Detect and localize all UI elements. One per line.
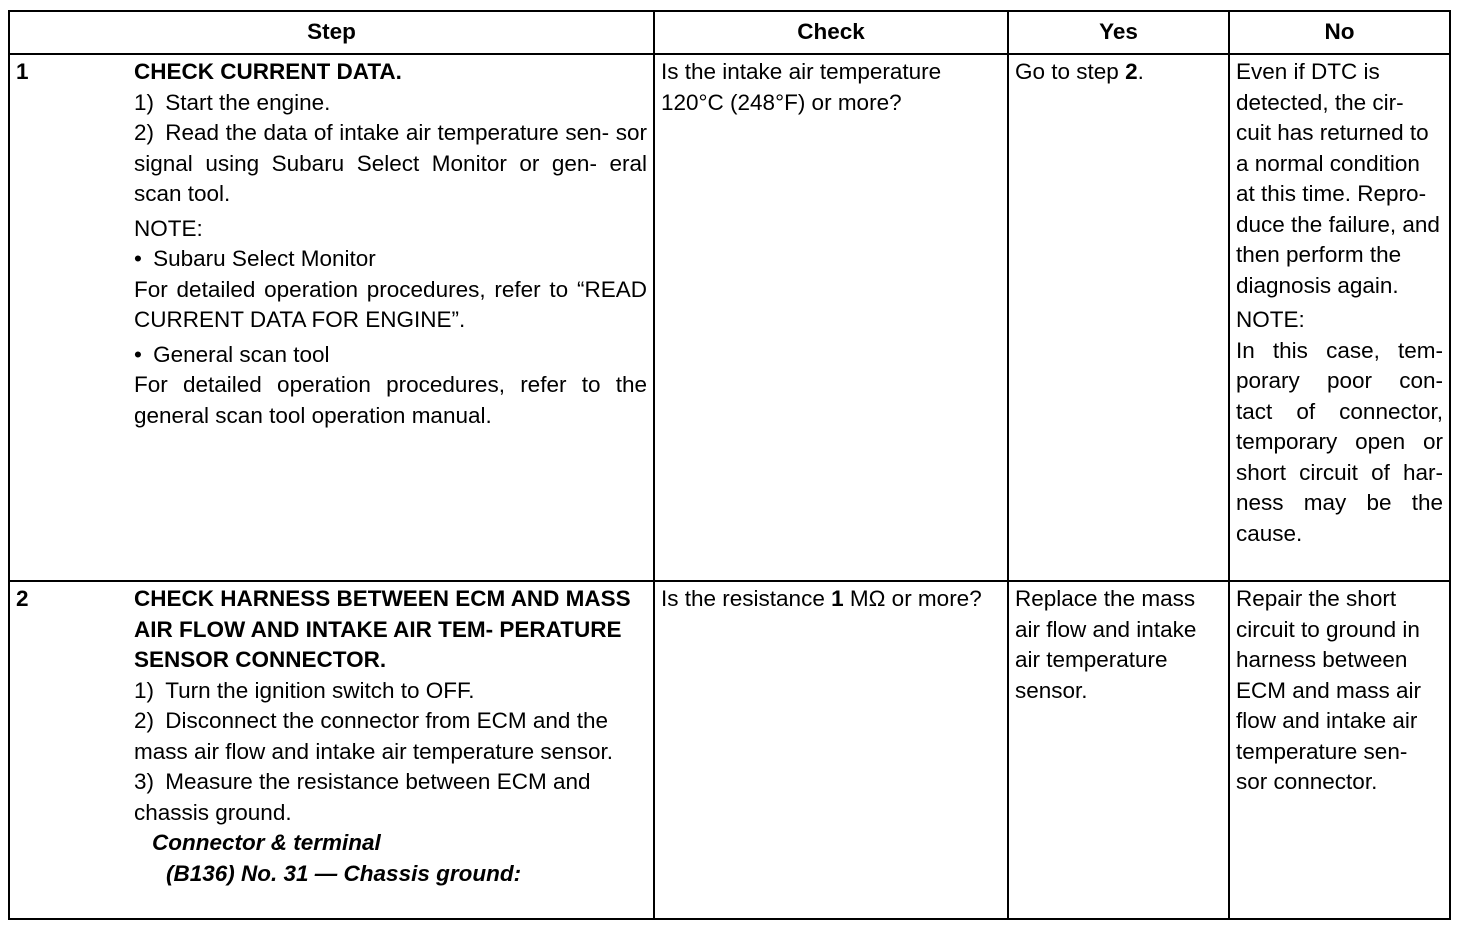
step-instruction: 1) Start the engine.	[134, 89, 331, 115]
step-instruction: 1) Turn the ignition switch to OFF.	[134, 677, 475, 703]
note-bullet: • Subaru Select Monitor	[134, 246, 376, 271]
no-text: Even if DTC is detected, the cir- cuit has returned to a normal condition at this time. Repro- duce the failure, and then perform the diagnosis again.	[1236, 59, 1440, 298]
note-bullet: • General scan tool	[134, 341, 330, 367]
header-no: No	[1229, 11, 1450, 54]
check-cell	[654, 581, 1008, 919]
step-instruction: 2) Read the data of intake air temperature sen- sor signal using Subaru Select Monitor or gen- eral scan tool.	[134, 120, 647, 206]
no-cell	[1229, 54, 1450, 581]
yes-text: Go to step 2.	[1015, 59, 1144, 84]
no-text: Repair the short circuit to ground in harness between ECM and mass air flow and intake air temperature sen- sor connector.	[1236, 586, 1422, 794]
note-text: For detailed operation procedures, refer to the general scan tool operation manual.	[134, 372, 647, 428]
check-text: Is the intake air temperature 120°C (248°F) or more?	[661, 59, 942, 115]
check-cell	[654, 54, 1008, 581]
no-note-text: In this case, tem- porary poor con- tact of connector, temporary open or short circuit of har- ness may be the cause.	[1236, 337, 1443, 546]
yes-cell	[1008, 54, 1229, 581]
step-title: CHECK CURRENT DATA.	[134, 59, 402, 84]
diagnostic-table	[8, 10, 1451, 920]
connector-value: (B136) No. 31 — Chassis ground:	[166, 860, 522, 886]
step-number: 2	[16, 586, 29, 611]
table-row	[9, 581, 1450, 919]
no-cell	[1229, 581, 1450, 919]
check-text: Is the resistance 1 MΩ or more?	[661, 586, 982, 611]
connector-label: Connector & terminal	[152, 830, 381, 855]
header-check: Check	[654, 11, 1008, 54]
table-row	[9, 54, 1450, 581]
no-note-label: NOTE:	[1236, 307, 1305, 332]
step-title: CHECK HARNESS BETWEEN ECM AND MASS AIR FLOW AND INTAKE AIR TEM- PERATURE SENSOR CONNECTOR.	[134, 586, 631, 672]
header-row	[9, 11, 1450, 54]
step-instruction: 3) Measure the resistance between ECM and chassis ground.	[134, 769, 591, 825]
header-yes: Yes	[1008, 11, 1229, 54]
note-text: For detailed operation procedures, refer to “READ CURRENT DATA FOR ENGINE”.	[134, 276, 647, 332]
step-cell	[9, 581, 654, 919]
yes-text: Replace the mass air flow and intake air temperature sensor.	[1015, 586, 1197, 703]
step-instruction: 2) Disconnect the connector from ECM and the mass air flow and intake air temperature sensor.	[134, 708, 613, 764]
note-label: NOTE:	[134, 215, 203, 241]
step-cell	[9, 54, 654, 581]
header-step: Step	[9, 11, 654, 54]
yes-cell	[1008, 581, 1229, 919]
step-number: 1	[16, 59, 29, 84]
